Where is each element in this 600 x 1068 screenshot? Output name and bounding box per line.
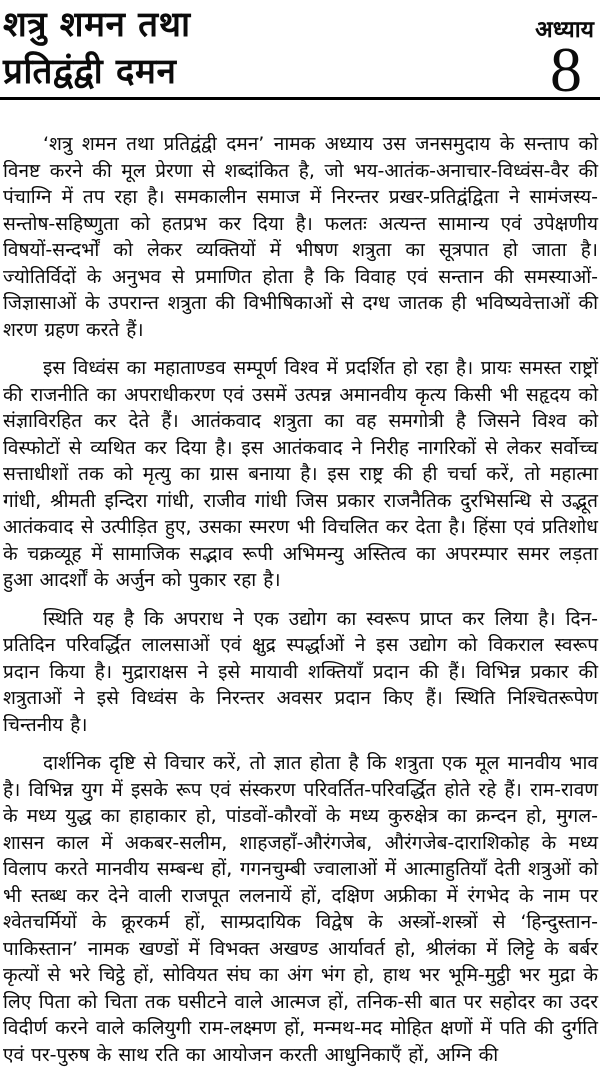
chapter-indicator	[535, 2, 594, 105]
chapter-title	[3, 2, 191, 96]
chapter-body	[0, 100, 600, 1068]
chapter-label: अध्याय	[535, 17, 594, 43]
paragraph-2: इस विध्वंस का महाताण्डव सम्पूर्ण विश्व में प्रदर्शित हो रहा है। प्रायः समस्त राष्ट्रों की राजनीति का अपराधीकरण एवं उसमें उत्पन्न अमानवीय कृत्य किसी भी सहृदय को संज्ञाविरहित कर देते हैं। आतंकवाद शत्रुता का वह समगोत्री है जिसने विश्व को विस्फोटों से व्यथित कर दिया है। इस आतंकवाद ने निरीह नागरिकों से लेकर सर्वोच्च सत्ताधीशों तक को मृत्यु का ग्रास बनाया है। इस राष्ट्र की ही चर्चा करें, तो महात्मा गांधी, श्रीमती इन्दिरा गांधी, राजीव गांधी जिस प्रकार राजनैतिक दुरभिसन्धि से उद्भूत आतंकवाद से उत्पीड़ित हुए, उसका स्मरण भी विचलित कर देता है। हिंसा एवं प्रतिशोध के चक्रव्यूह में सामाजिक सद्भाव रूपी अभिमन्यु अस्तित्व का अपरम्पार समर लड़ता हुआ आदर्शों के अर्जुन को पुकार रहा है।	[3, 357, 598, 591]
paragraph-3: स्थिति यह है कि अपराध ने एक उद्योग का स्वरूप प्राप्त कर लिया है। दिन-प्रतिदिन परिवर्द्धित लालसाओं एवं क्षुद्र स्पर्द्धाओं ने इस उद्योग को विकराल स्वरूप प्रदान किया है। मुद्राराक्षस ने इसे मायावी शक्तियाँ प्रदान की हैं। विभिन्न प्रकार की शत्रुताओं ने इसे विध्वंस के निरन्तर अवसर प्रदान किए हैं। स्थिति निश्चितरूपेण चिन्तनीय है।	[3, 607, 598, 736]
chapter-header	[0, 0, 600, 105]
chapter-title-line-1: शत्रु शमन तथा	[3, 5, 191, 45]
paragraph-4: दार्शनिक दृष्टि से विचार करें, तो ज्ञात होता है कि शत्रुता एक मूल मानवीय भाव है। विभिन्न युग में इसके रूप एवं संस्करण परिवर्तित-परिवर्द्धित होते रहे हैं। राम-रावण के मध्य युद्ध का हाहाकार हो, पांडवों-कौरवों के मध्य कुरुक्षेत्र का क्रन्दन हो, मुगल-शासन काल में अकबर-सलीम, शाहजहाँ-औरंगजेब, औरंगजेब-दाराशिकोह के मध्य विलाप करते मानवीय सम्बन्ध हों, गगनचुम्बी ज्वालाओं में आत्माहुतियाँ देती शत्रुओं को भी स्तब्ध कर देने वाली राजपूत ललनायें हों, दक्षिण अफ्रीका में रंगभेद के नाम पर श्वेतचर्मियों के क्रूरकर्म हों, साम्प्रदायिक विद्वेष के अस्त्रों-शस्त्रों से ‘हिन्दुस्तान-पाकिस्तान’ नामक खण्डों में विभक्त अखण्ड आर्यावर्त हो, श्रीलंका में लिट्टे के बर्बर कृत्यों से भरे चिट्ठे हों, सोवियत संघ का अंग भंग हो, हाथ भर भूमि-मुट्ठी भर मुद्रा के लिए पिता को चिता तक घसीटने वाले आत्मज हों, तनिक-सी बात पर सहोदर का उदर विदीर्ण करने वाले कलियुगी राम-लक्ष्मण हों, मन्मथ-मद मोहित क्षणों में पति की दुर्गति एवं पर-पुरुष के साथ रति का आयोजन करती आधुनिकाएँ हों, अग्नि की	[3, 752, 598, 1066]
paragraph-1: ‘शत्रु शमन तथा प्रतिद्वंद्वी दमन’ नामक अध्याय उस जनसमुदाय के सन्ताप को विनष्ट करने की मूल प्रेरणा से शब्दांकित है, जो भय-आतंक-अनाचार-विध्वंस-वैर की पंचाग्नि में तप रहा है। समकालीन समाज में निरन्तर प्रखर-प्रतिद्वंद्विता ने सामंजस्य-सन्तोष-सहिष्णुता को हतप्रभ कर दिया है। फलतः अत्यन्त सामान्य एवं उपेक्षणीय विषयों-सन्दर्भों को लेकर व्यक्तियों में भीषण शत्रुता का सूत्रपात हो जाता है। ज्योतिर्विदों के अनुभव से प्रमाणित होता है कि विवाह एवं सन्तान की समस्याओं-जिज्ञासाओं के उपरान्त शत्रुता की विभीषिकाओं से दग्ध जातक ही भविष्यवेत्ताओं की शरण ग्रहण करते हैं।	[3, 133, 598, 341]
chapter-title-line-2: प्रतिद्वंद्वी दमन	[3, 52, 177, 92]
chapter-number: 8	[550, 34, 582, 105]
